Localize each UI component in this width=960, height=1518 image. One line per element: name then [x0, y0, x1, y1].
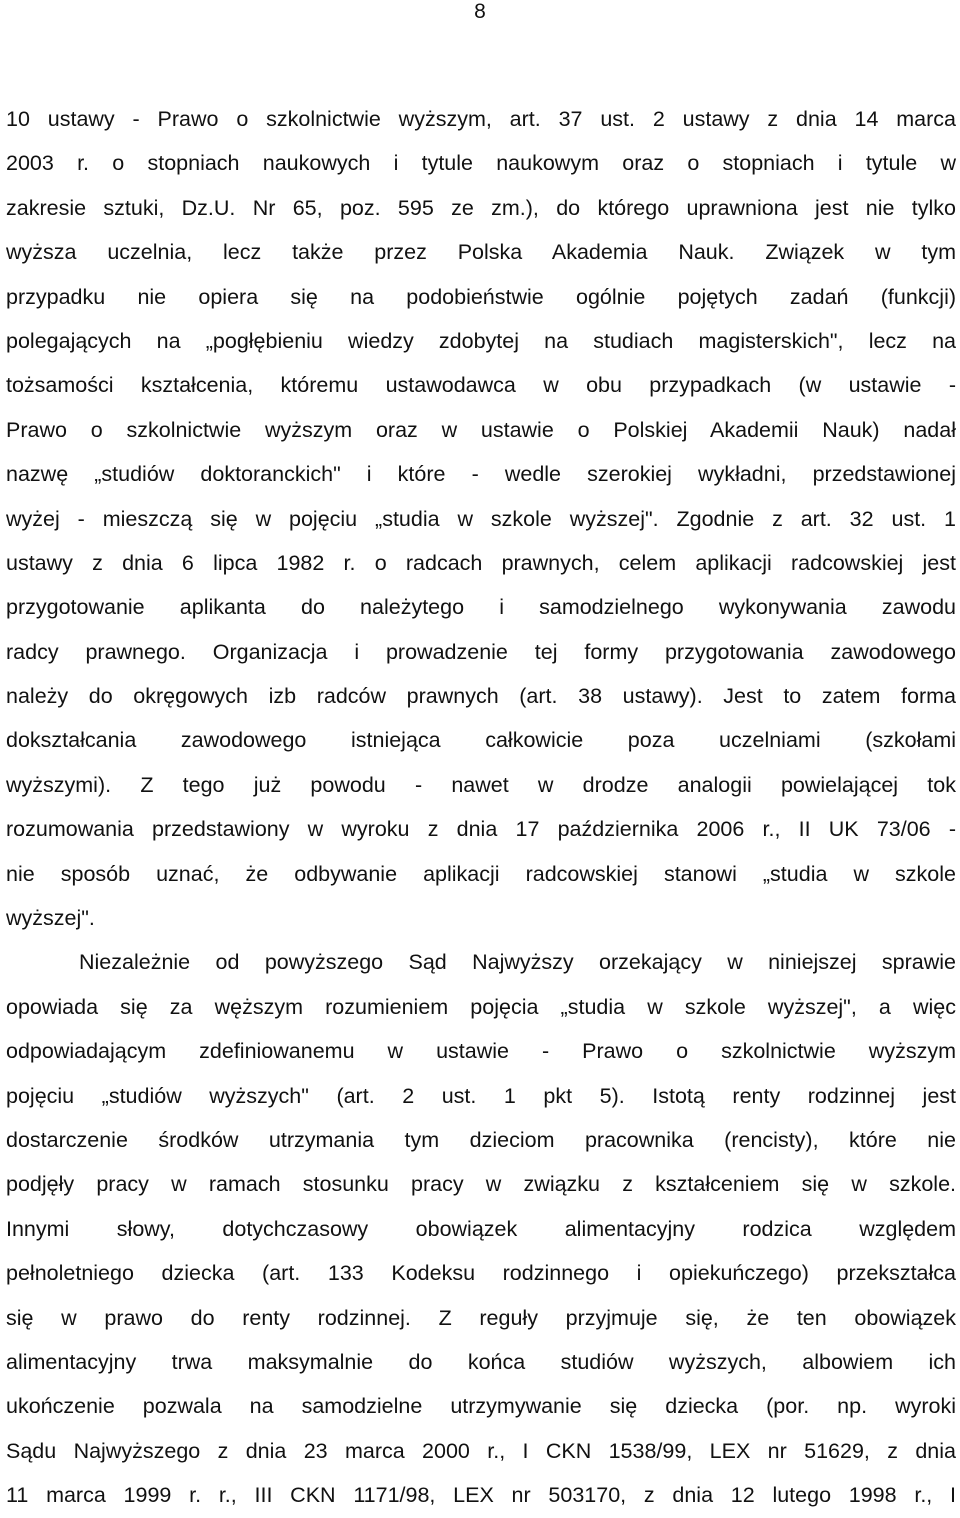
- paragraph-start-line: Niezależnie od powyższego Sąd Najwyższy orzekający w niniejszej sprawie: [79, 950, 956, 975]
- text-line: pojęciu „studiów wyższych" (art. 2 ust. 1 pkt 5). Istotą renty rodzinnej jest: [6, 1083, 956, 1108]
- text-line: wyższej".: [6, 906, 95, 931]
- text-line: wyżej - mieszczą się w pojęciu „studia w szkole wyższej". Zgodnie z art. 32 ust. 1: [6, 506, 956, 531]
- text-line: przypadku nie opiera się na podobieństwie ogólnie pojętych zadań (funkcji): [6, 284, 956, 309]
- document-body: [6, 97, 956, 1518]
- text-line: wyższymi). Z tego już powodu - nawet w drodze analogii powielającej tok: [6, 772, 956, 797]
- text-line: zakresie sztuki, Dz.U. Nr 65, poz. 595 ze zm.), do którego uprawniona jest nie tylko: [6, 195, 956, 220]
- text-line: rozumowania przedstawiony w wyroku z dnia 17 października 2006 r., II UK 73/06 -: [6, 817, 956, 842]
- text-line: wyższa uczelnia, lecz także przez Polska Akademia Nauk. Związek w tym: [6, 240, 956, 265]
- text-line: dostarczenie środków utrzymania tym dzieciom pracownika (rencisty), które nie: [6, 1127, 956, 1152]
- text-line: Sądu Najwyższego z dnia 23 marca 2000 r., I CKN 1538/99, LEX nr 51629, z dnia: [6, 1438, 956, 1463]
- text-line: polegających na „pogłębieniu wiedzy zdobytej na studiach magisterskich", lecz na: [6, 328, 956, 353]
- text-line: radcy prawnego. Organizacja i prowadzenie tej formy przygotowania zawodowego: [6, 639, 956, 664]
- text-line: Innymi słowy, dotychczasowy obowiązek alimentacyjny rodzica względem: [6, 1216, 956, 1241]
- text-line: się w prawo do renty rodzinnej. Z reguły przyjmuje się, że ten obowiązek: [6, 1305, 956, 1330]
- text-line: pełnoletniego dziecka (art. 133 Kodeksu rodzinnego i opiekuńczego) przekształca: [6, 1261, 956, 1286]
- text-line: podjęły pracy w ramach stosunku pracy w związku z kształceniem się w szkole.: [6, 1172, 956, 1197]
- text-line: 11 marca 1999 r. r., III CKN 1171/98, LEX nr 503170, z dnia 12 lutego 1998 r., I: [6, 1483, 956, 1508]
- text-line: nie sposób uznać, że odbywanie aplikacji radcowskiej stanowi „studia w szkole: [6, 861, 956, 886]
- text-line: tożsamości kształcenia, któremu ustawodawca w obu przypadkach (w ustawie -: [6, 373, 956, 398]
- text-line: 10 ustawy - Prawo o szkolnictwie wyższym, art. 37 ust. 2 ustawy z dnia 14 marca: [6, 107, 956, 131]
- text-line: odpowiadającym zdefiniowanemu w ustawie - Prawo o szkolnictwie wyższym: [6, 1039, 956, 1064]
- text-line: dokształcania zawodowego istniejąca całkowicie poza uczelniami (szkołami: [6, 728, 956, 753]
- text-line: przygotowanie aplikanta do należytego i samodzielnego wykonywania zawodu: [6, 595, 956, 620]
- text-line: alimentacyjny trwa maksymalnie do końca studiów wyższych, albowiem ich: [6, 1349, 956, 1374]
- text-line: należy do okręgowych izb radców prawnych (art. 38 ustawy). Jest to zatem forma: [6, 684, 956, 709]
- page-number: 8: [474, 0, 486, 23]
- text-line: opowiada się za węższym rozumieniem pojęcia „studia w szkole wyższej", a więc: [6, 994, 956, 1019]
- text-line: Prawo o szkolnictwie wyższym oraz w ustawie o Polskiej Akademii Nauk) nadał: [6, 417, 956, 442]
- text-line: ustawy z dnia 6 lipca 1982 r. o radcach prawnych, celem aplikacji radcowskiej jest: [6, 550, 956, 575]
- text-line: ukończenie pozwala na samodzielne utrzymywanie się dziecka (por. np. wyroki: [6, 1394, 956, 1419]
- text-line: nazwę „studiów doktoranckich" i które - wedle szerokiej wykładni, przedstawionej: [6, 462, 956, 487]
- text-line: 2003 r. o stopniach naukowych i tytule naukowym oraz o stopniach i tytule w: [6, 151, 956, 176]
